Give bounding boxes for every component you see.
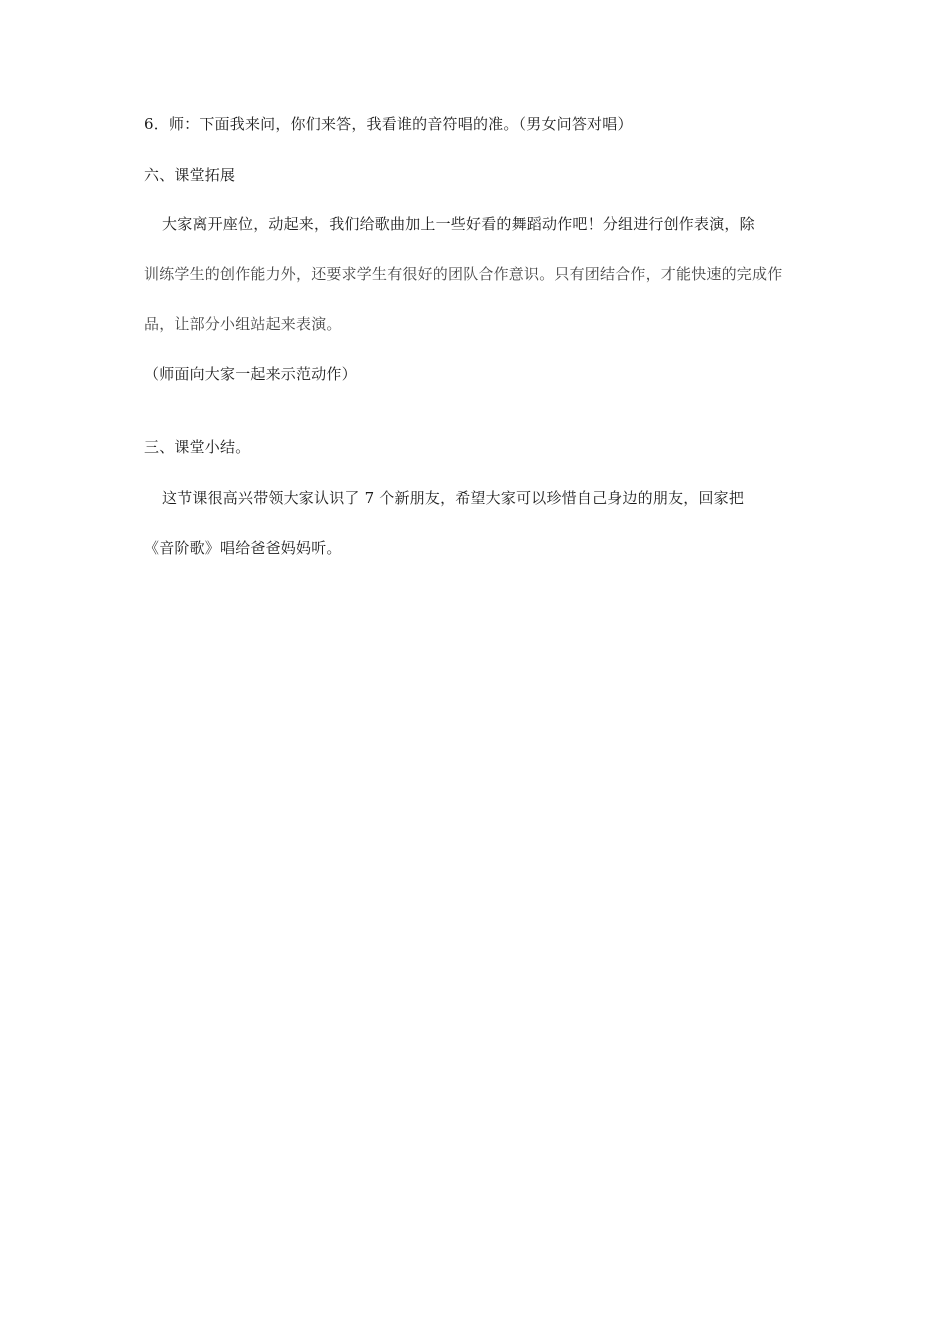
section-heading-expand: 六、课堂拓展 xyxy=(144,166,236,184)
expand-paragraph-line-1: 大家离开座位，动起来，我们给歌曲加上一些好看的舞蹈动作吧！分组进行创作表演，除 xyxy=(162,215,755,233)
expand-paragraph-line-3: 品，让部分小组站起来表演。 xyxy=(144,315,342,333)
question-answer-line: 6．师：下面我来问，你们来答，我看谁的音符唱的准。（男女问答对唱） xyxy=(144,115,633,133)
teacher-demo-note: （师面向大家一起来示范动作） xyxy=(144,365,357,383)
expand-paragraph-line-2: 训练学生的创作能力外，还要求学生有很好的团队合作意识。只有团结合作，才能快速的完成作 xyxy=(144,265,783,283)
summary-paragraph-line-1: 这节课很高兴带领大家认识了 7 个新朋友，希望大家可以珍惜自己身边的朋友，回家把 xyxy=(162,489,745,507)
summary-paragraph-line-2: 《音阶歌》唱给爸爸妈妈听。 xyxy=(144,539,342,557)
section-heading-summary: 三、课堂小结。 xyxy=(144,438,251,456)
